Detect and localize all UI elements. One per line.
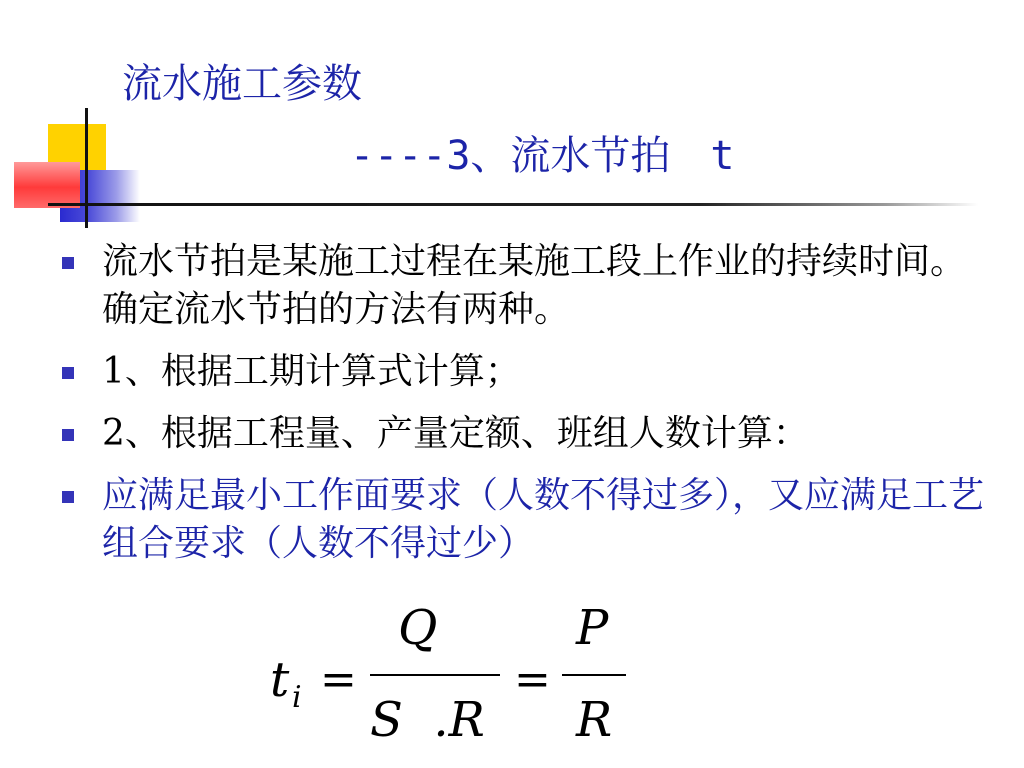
formula-frac2-denominator: R [576, 692, 613, 748]
bullet-text: 1、根据工期计算式计算； [102, 351, 521, 392]
formula-equals: = [320, 654, 357, 705]
formula-frac1-numerator: Q [398, 600, 438, 656]
formula-lhs-subscript: i [292, 680, 302, 715]
bullet-text: 应满足最小工作面要求（人数不得过多），又应满足工艺组合要求（人数不得过少） [102, 475, 985, 564]
slide-subtitle [350, 133, 735, 179]
logo-red-gradient [14, 162, 80, 208]
bullet-square-icon [62, 429, 74, 441]
bullet-square-icon [62, 367, 74, 379]
logo-vertical-line [85, 108, 88, 228]
formula-frac2-bar [562, 674, 626, 676]
bullet-text: 2、根据工程量、产量定额、班组人数计算： [102, 413, 809, 454]
subtitle-number: ----3 [350, 133, 471, 179]
subtitle-separator: 、 [470, 133, 511, 179]
formula-frac2-numerator: P [576, 600, 609, 656]
bullet-square-icon [62, 491, 74, 503]
formula-frac1-bar [370, 674, 500, 676]
bullet-item [62, 472, 992, 568]
subtitle-text: 流水节拍 [510, 133, 671, 179]
bullet-square-icon [62, 257, 74, 269]
bullet-list [62, 238, 992, 582]
bullet-item [62, 238, 992, 334]
formula-frac1-denominator: S .R [370, 692, 485, 748]
formula-equals: = [514, 654, 551, 705]
bullet-item [62, 348, 992, 396]
title-underline [48, 203, 978, 206]
subtitle-symbol: t [710, 133, 735, 179]
formula [262, 600, 682, 760]
bullet-item [62, 410, 992, 458]
formula-lhs: t [270, 652, 290, 708]
bullet-text: 流水节拍是某施工过程在某施工段上作业的持续时间。确定流水节拍的方法有两种。 [102, 241, 967, 330]
slide-title: 流水施工参数 [122, 61, 362, 107]
